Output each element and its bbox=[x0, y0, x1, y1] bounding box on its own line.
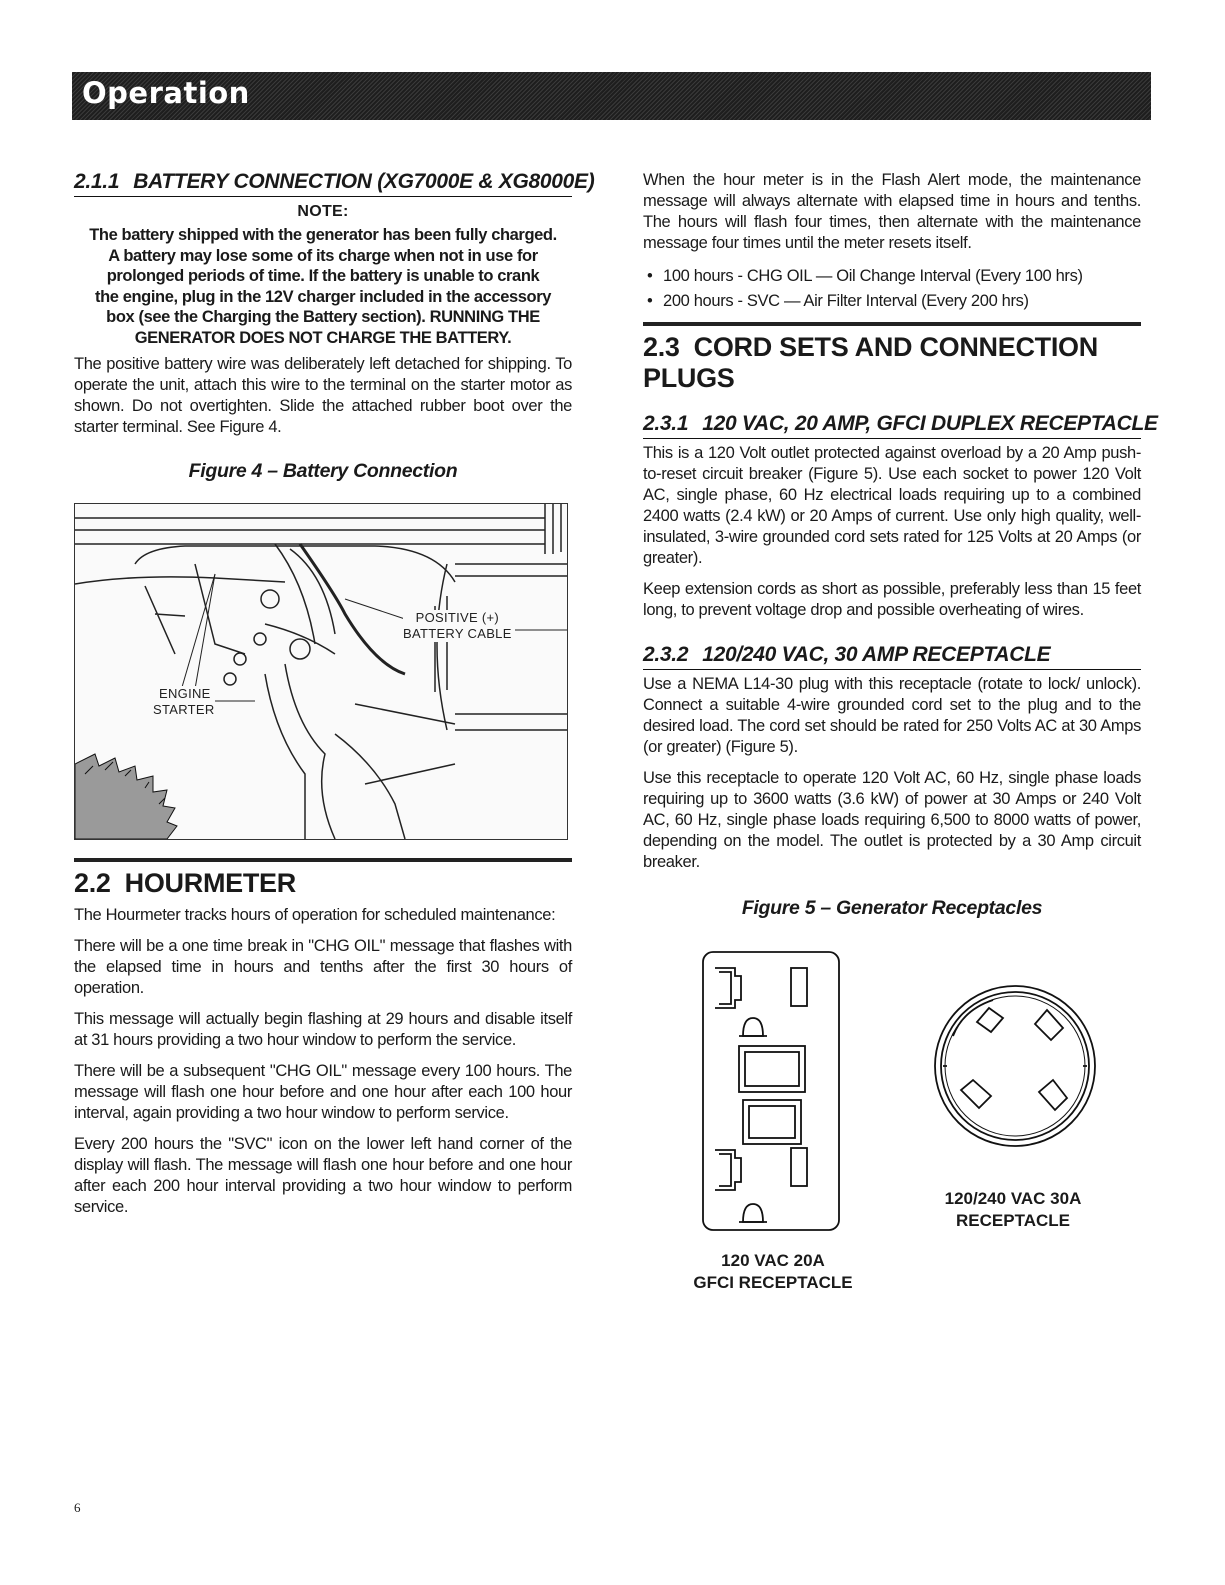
maintenance-interval-list bbox=[643, 264, 1141, 314]
hourmeter-title: HOURMETER bbox=[124, 868, 296, 898]
battery-connection-heading bbox=[74, 170, 595, 197]
positive-label-line1: POSITIVE (+) bbox=[415, 610, 500, 625]
generator-receptacles-figure bbox=[643, 940, 1141, 1320]
gfci-receptacle-title: 120 VAC, 20 AMP, GFCI DUPLEX RECEPTACLE bbox=[702, 412, 1158, 435]
note-line: A battery may lose some of its charge when not in use for bbox=[108, 246, 538, 265]
twistlock-receptacle-icon bbox=[935, 986, 1095, 1146]
battery-body-text: The positive battery wire was deliberately left detached for shipping. To operate the unit, attach this wire to the terminal on the starter motor as shown. Do not overtighten. Slide the attached rubber boot over the starter terminal. See Figure 4. bbox=[74, 355, 572, 436]
positive-cable-label bbox=[403, 610, 512, 642]
left-column bbox=[74, 170, 595, 1228]
gfci-paragraph: This is a 120 Volt outlet protected against overload by a 20 Amp push-to-reset circuit breaker (Figure 5). Use each socket to power 120 Volt AC, single phase, 60 Hz electrical loads requiring up to a combined 2400 watts (2.4 kW) or 20 Amps of current. Use only high quality, well-insulated, 3-wire grounded cord sets rated for 125 Volts at 20 Amps (or greater). bbox=[643, 444, 1141, 567]
engine-starter-label bbox=[149, 686, 215, 718]
hourmeter-paragraph: Every 200 hours the "SVC" icon on the lower left hand corner of the display will flash. The message will flash one hour before and one hour after each 200 hour interval providing a two hour window to perform service. bbox=[74, 1135, 572, 1216]
page-number: 6 bbox=[74, 1500, 81, 1515]
figure-5-caption: Figure 5 – Generator Receptacles bbox=[741, 897, 1043, 919]
battery-connection-illustration bbox=[75, 504, 567, 839]
gfci-receptacle-heading bbox=[643, 412, 1158, 439]
figure-4-caption: Figure 4 – Battery Connection bbox=[188, 460, 458, 482]
note-line: prolonged periods of time. If the battery is unable to crank bbox=[106, 267, 540, 285]
right-column bbox=[643, 170, 1158, 1320]
battery-connection-number: 2.1.1 bbox=[74, 170, 120, 193]
cord-sets-heading bbox=[643, 322, 1141, 394]
gfci-caption bbox=[683, 1250, 863, 1294]
hourmeter-heading bbox=[74, 858, 572, 899]
hourmeter-paragraph: There will be a one time break in "CHG OIL" message that flashes with the elapsed time in hours and tenths after the first 30 hours of operation. bbox=[74, 937, 572, 997]
section-banner bbox=[72, 72, 1151, 120]
hourmeter-paragraph: There will be a subsequent "CHG OIL" message every 100 hours. The message will flash one hour before and one hour after each 100 hour interval, again providing a two hour window to perform service. bbox=[74, 1062, 572, 1122]
gfci-caption-line1: 120 VAC 20A bbox=[721, 1251, 825, 1270]
note-line: The battery shipped with the generator has been fully charged. bbox=[89, 226, 557, 244]
gfci-caption-line2: GFCI RECEPTACLE bbox=[693, 1273, 853, 1292]
list-item: • 100 hours - CHG OIL — Oil Change Interval (Every 100 hrs) bbox=[643, 264, 1141, 289]
list-item: • 200 hours - SVC — Air Filter Interval (Every 200 hrs) bbox=[643, 289, 1141, 314]
cord-sets-number: 2.3 bbox=[643, 332, 680, 362]
twistlock-caption bbox=[923, 1188, 1103, 1232]
gfci-receptacle-number: 2.3.1 bbox=[643, 412, 689, 435]
twistlock-caption-line1: 120/240 VAC 30A bbox=[944, 1189, 1082, 1208]
note-label: NOTE: bbox=[297, 203, 349, 220]
hourmeter-paragraph: This message will actually begin flashing at 29 hours and disable itself at 31 hours providing a two hour window to perform the service. bbox=[74, 1010, 572, 1049]
flash-alert-text: When the hour meter is in the Flash Alert mode, the maintenance message will always alternate with elapsed time in hours and tenths. The hours will flash four times, then alternate with the maintenance message four times until the meter resets itself. bbox=[643, 171, 1141, 252]
twistlock-receptacle-heading bbox=[643, 643, 1141, 670]
battery-connection-figure bbox=[74, 503, 568, 840]
banner-title: Operation bbox=[82, 76, 250, 110]
note-line: box (see the Charging the Battery section). RUNNING THE bbox=[106, 308, 540, 326]
positive-label-line2: BATTERY CABLE bbox=[403, 626, 512, 641]
battery-connection-title: BATTERY CONNECTION (XG7000E & XG8000E) bbox=[133, 170, 595, 193]
hourmeter-paragraph: The Hourmeter tracks hours of operation for scheduled maintenance: bbox=[74, 906, 556, 924]
engine-label-line2: STARTER bbox=[153, 702, 215, 717]
note-line: GENERATOR DOES NOT CHARGE THE BATTERY. bbox=[134, 328, 512, 347]
cord-sets-title: CORD SETS AND CONNECTION PLUGS bbox=[643, 332, 1098, 393]
twistlock-caption-line2: RECEPTACLE bbox=[956, 1211, 1070, 1230]
twistlock-paragraph: Use a NEMA L14-30 plug with this receptacle (rotate to lock/ unlock). Connect a suitable 4-wire grounded cord set to the plug and to the desired load. The cord set should be rated for 250 Volts AC at 30 Amps (or greater) (Figure 5). bbox=[643, 675, 1141, 756]
note-line: the engine, plug in the 12V charger included in the accessory bbox=[94, 287, 552, 306]
hourmeter-number: 2.2 bbox=[74, 868, 111, 898]
battery-note bbox=[74, 225, 572, 348]
gfci-paragraph: Keep extension cords as short as possible, preferably less than 15 feet long, to prevent voltage drop and possible overheating of wires. bbox=[643, 580, 1141, 619]
twistlock-receptacle-number: 2.3.2 bbox=[643, 643, 689, 666]
twistlock-paragraph: Use this receptacle to operate 120 Volt AC, 60 Hz, single phase loads requiring up to 3600 watts (3.6 kW) of power at 30 Amps or 240 Volt AC, 60 Hz, single phase loads requiring 6,500 to 8000 watts of power, depending on the model. The outlet is protected by a 30 Amp circuit breaker. bbox=[643, 769, 1141, 871]
twistlock-receptacle-title: 120/240 VAC, 30 AMP RECEPTACLE bbox=[702, 643, 1051, 666]
engine-label-line1: ENGINE bbox=[159, 686, 211, 701]
gfci-receptacle-icon bbox=[703, 952, 839, 1230]
